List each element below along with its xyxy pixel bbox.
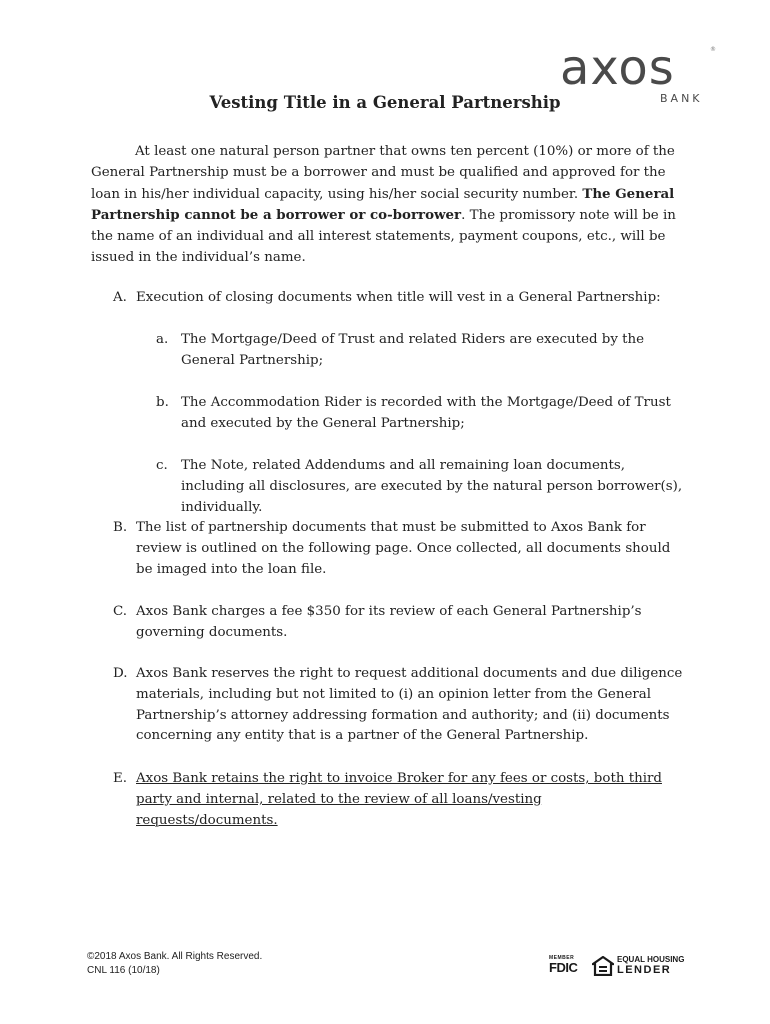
list-marker: A. (113, 290, 127, 305)
sub-item-c (156, 456, 685, 518)
document-title: Vesting Title in a General Partnership (209, 93, 561, 112)
footer (87, 950, 262, 977)
list-marker: C. (113, 604, 128, 619)
intro-text-2: . The promissory note will be in the name of an individual and all interest statements, payment coupons, etc., will be issued in the individual’s name. (91, 208, 676, 265)
sub-item-b (156, 393, 685, 435)
intro-bold-text: The General Partnership cannot be a borrower or co-borrower (91, 185, 675, 224)
list-item-text: Execution of closing documents when title will vest in a General Partnership: (136, 290, 661, 305)
list-marker: E. (113, 771, 128, 786)
logo-subtitle: BANK (660, 92, 703, 105)
fdic-badge (549, 955, 581, 977)
form-code: CNL 116 (10/18) (87, 964, 160, 976)
fdic-member-label: MEMBER (549, 955, 575, 961)
list-item-text: Axos Bank reserves the right to request additional documents and due diligence materials, including but not limited to (i) an opinion letter from the General Partnership’s attorney addressing formation and authority; and (ii) documents concerning any entity that is a partner of the General Partnership. (136, 666, 683, 744)
sub-item-text: The Accommodation Rider is recorded with the Mortgage/Deed of Trust and executed by the General Partnership; (181, 395, 671, 431)
sub-marker: c. (156, 458, 168, 473)
copyright-text: ©2018 Axos Bank. All Rights Reserved. (87, 951, 263, 962)
list-item-text: Axos Bank retains the right to invoice Broker for any fees or costs, both third party and internal, related to the review of all loans/vesting requests/documents. (136, 771, 662, 828)
list-item-c (113, 602, 685, 644)
sub-marker: b. (156, 395, 169, 410)
sub-item-text: The Mortgage/Deed of Trust and related Riders are executed by the General Partnership; (181, 332, 645, 368)
intro-paragraph (91, 142, 681, 269)
sub-marker: a. (156, 332, 169, 347)
intro-text-1: At least one natural person partner that owns ten percent (10%) or more of the General Partnership must be a borrower and must be qualified and approved for the loan in his/her individual capacity, using his/her social security number. (91, 144, 675, 202)
list-item-e (113, 769, 685, 831)
sub-item-text: The Note, related Addendums and all remaining loan documents, including all disclosures, are executed by the natural person borrower(s), individually. (181, 458, 683, 515)
logo-trademark: ® (710, 46, 716, 53)
fdic-label: FDIC (549, 960, 578, 975)
list-marker: B. (113, 520, 128, 535)
list-marker: D. (113, 666, 128, 681)
list-item-d (113, 664, 685, 747)
logo-wordmark: axos (560, 40, 675, 96)
equal-housing-house-icon (592, 956, 614, 976)
list-item-text: Axos Bank charges a fee $350 for its review of each General Partnership’s governing documents. (136, 604, 642, 640)
list-item-b (113, 518, 685, 580)
lender-label: LENDER (617, 964, 672, 976)
list-item-text: The list of partnership documents that must be submitted to Axos Bank for review is outlined on the following page. Once collected, all documents should be imaged into the loan file. (136, 520, 671, 577)
equal-housing-lender-badge (592, 955, 685, 977)
list-item-a (113, 288, 685, 309)
sub-item-a (156, 330, 685, 372)
equal-housing-label: EQUAL HOUSING (617, 955, 685, 964)
